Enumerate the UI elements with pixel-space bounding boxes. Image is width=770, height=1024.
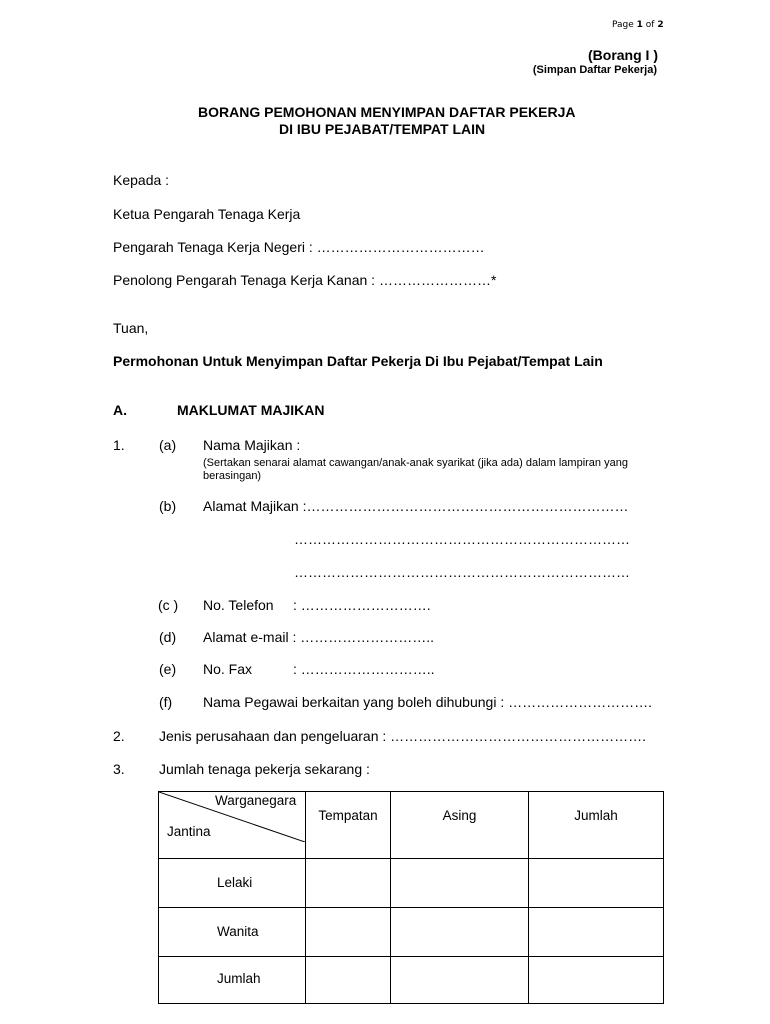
table-row	[159, 957, 664, 1004]
corner-cell	[159, 792, 306, 859]
salutation: Tuan,	[113, 320, 149, 336]
header-asing: Asing	[391, 792, 529, 859]
alamat-majikan-field: Alamat Majikan :……………………………………………………………	[203, 498, 629, 514]
header-tempatan: Tempatan	[306, 792, 391, 859]
form-subtitle: (Simpan Daftar Pekerja)	[532, 64, 657, 76]
subject: Permohonan Untuk Menyimpan Daftar Pekerja Di Ibu Pejabat/Tempat Lain	[113, 353, 603, 369]
jantina-label: Jantina	[167, 824, 211, 839]
item1c-label: (c )	[158, 597, 179, 613]
table-cell[interactable]	[529, 908, 664, 957]
nama-pegawai-field: Nama Pegawai berkaitan yang boleh dihubungi : ………………………….	[203, 694, 652, 710]
row-label-jumlah: Jumlah	[159, 957, 306, 1004]
section-a-title: MAKLUMAT MAJIKAN	[177, 402, 325, 418]
addressee-line3: Penolong Pengarah Tenaga Kerja Kanan : ……………………*	[113, 272, 497, 288]
item1b-label: (b)	[159, 498, 177, 514]
fax-field: : ………………………..	[293, 661, 435, 677]
item1d-label: (d)	[159, 629, 177, 645]
item1-number: 1.	[113, 437, 125, 453]
table-cell[interactable]	[391, 859, 529, 908]
telefon-field: : ……………………….	[293, 597, 431, 613]
table-cell[interactable]	[306, 908, 391, 957]
employee-count-table	[158, 791, 664, 1004]
item2-number: 2.	[113, 728, 125, 744]
kepada-label: Kepada :	[113, 172, 170, 188]
fax-label: No. Fax	[203, 661, 253, 677]
table-cell[interactable]	[306, 859, 391, 908]
document-title-line1: BORANG PEMOHONAN MENYIMPAN DAFTAR PEKERJA	[198, 104, 576, 120]
table-row	[159, 859, 664, 908]
table-cell[interactable]	[306, 957, 391, 1004]
warganegara-label: Warganegara	[215, 793, 297, 808]
item1a-label: (a)	[159, 437, 177, 453]
table-header-row	[159, 792, 664, 859]
table-cell[interactable]	[391, 908, 529, 957]
document-title-line2: DI IBU PEJABAT/TEMPAT LAIN	[279, 121, 486, 137]
email-field: Alamat e-mail : ………………………..	[203, 629, 435, 645]
jumlah-pekerja-label: Jumlah tenaga pekerja sekarang :	[159, 761, 370, 777]
nama-majikan-note: (Sertakan senarai alamat cawangan/anak-anak syarikat (jika ada) dalam lampiran yang berasingan)	[203, 457, 628, 482]
item3-number: 3.	[113, 761, 125, 777]
table-cell[interactable]	[529, 859, 664, 908]
jenis-perusahaan-field: Jenis perusahaan dan pengeluaran : ……………………………………………….	[159, 728, 647, 744]
telefon-label: No. Telefon	[203, 597, 274, 613]
row-label-wanita: Wanita	[159, 908, 306, 957]
row-label-lelaki: Lelaki	[159, 859, 306, 908]
item1e-label: (e)	[159, 661, 177, 677]
addressee-line2: Pengarah Tenaga Kerja Negeri : ………………………………	[113, 239, 485, 255]
header-jumlah: Jumlah	[529, 792, 664, 859]
page-indicator: Page 1 of 2	[612, 20, 664, 30]
addressee-line1: Ketua Pengarah Tenaga Kerja	[113, 206, 301, 222]
table-row	[159, 908, 664, 957]
item1f-label: (f)	[159, 694, 173, 710]
section-a-number: A.	[113, 402, 127, 418]
form-code: (Borang I )	[588, 47, 658, 63]
alamat-majikan-line3: ………………………………………………………………	[294, 564, 630, 580]
table-cell[interactable]	[529, 957, 664, 1004]
table-cell[interactable]	[391, 957, 529, 1004]
alamat-majikan-line2: ………………………………………………………………	[294, 531, 630, 547]
nama-majikan-field: Nama Majikan :	[203, 437, 301, 453]
